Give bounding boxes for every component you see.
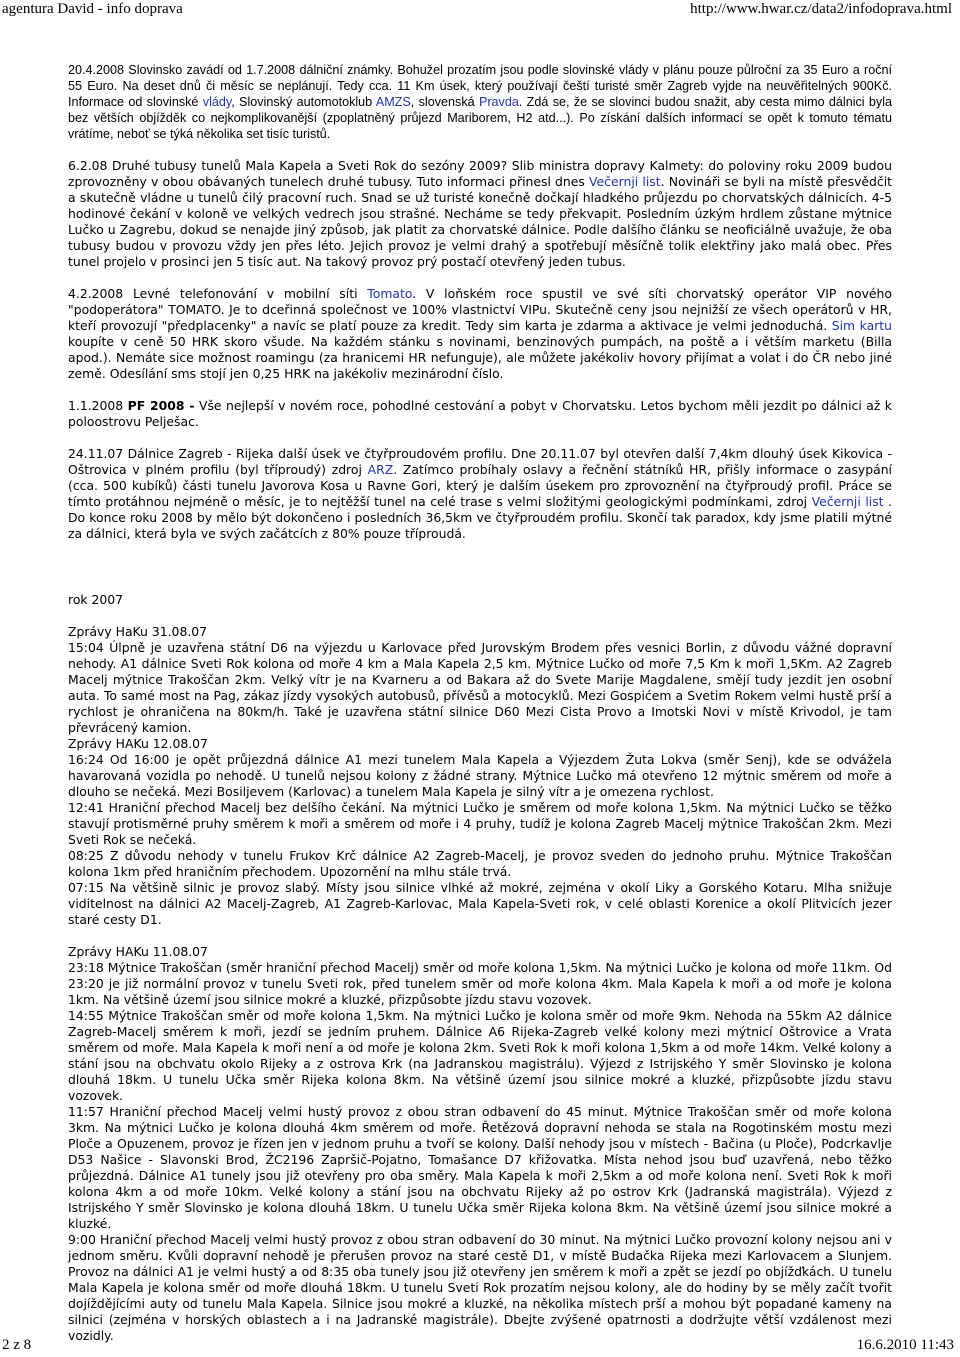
print-datetime: 16.6.2010 11:43 [856,1337,954,1353]
year-heading: rok 2007 [68,592,124,607]
report-line: 11:57 Hraniční přechod Macelj velmi hustý provoz z obou stran odbavení do 45 minut. Mýtnice Trakoščan směr od moře kolona 3km. Na mýtnici Lučko je kolona dlouhá 4km směrem od moře. Řetězová dopravní nehoda se stala na Rogotinském mostu mezi Ploče a Opuzenem, provoz je řízen jen v jednom pruhu a tvoří se kolony. Další nehody jsou v místech - Bačina (u Ploče), Podcrkavlje D53 Našice - Slavonski Brod, ŽC2196 Zapršič-Pojatno, Tomašance D7 křižovatka. Místa nehod jsou buď uzavřená, nebo těžko průjezdná. Dálnice A1 tunely jsou již otevřeny pro oba směry. Mala Kapela k moři 2,5km a od moře kolona není. Sveti Rok k moři kolona 4km a od moře 10km. Velké kolony a stání jsou na obchvatu Rijeky až po ostrov Krk (Jadranská magistrála). Výjezd z Istrijského Y směr Slovinsko je kolona dlouhá 18km. U tunelu Učka směr Rijeka kolona 8km. Na většině území jsou silnice mokré a kluzké. [68,1104,892,1231]
link-tomato[interactable]: Tomato [367,286,413,301]
header-url[interactable]: http://www.hwar.cz/data2/infodoprava.html [690,1,952,17]
report-line: 15:04 Úlpně je uzavřena státní D6 na výjezdu u Karlovace před Jurovským Brodem přes vesnici Borlin, z důvodu vážné dopravní nehody. A1 dálnice Sveti Rok kolona od moře 4 km a Mala Kapela 2,5 km. Mýtnice Lučko od moře 7,5 Km k moři 1,5Km. A2 Zagreb Macelj mýtnice Trakoščan 2km. Velký vítr je na Kvarneru a od Bakara až do Svete Marije Magdalene, smějí tudy jezdit jen osobní auta. To samé most na Pag, zákaz jízdy vysokých autobusů, přívěsů a motocyklů. Mezi Gospićem a Svetim Rokem velmi hustě prší a rychlost je ohraničena na 80km/h. Také je uzavřena státní silnice D60 Mezi Cista Provo a Imotski Novi v místě Krivodol, je tam převrácený kamion. [68,640,892,735]
page-footer [0,1335,960,1357]
page-number: 2 z 8 [2,1337,32,1353]
report-line: 08:25 Z důvodu nehody v tunelu Frukov Krč dálnice A2 Zagreb-Macelj, je provoz sveden do jednoho pruhu. Mýtnice Trakoščan kolona 1km před hraničním přechodem. Upozornění na mlhu stále trvá. [68,848,892,879]
report-heading: Zprávy HAKu 11.08.07 [68,944,208,959]
report-line: 23:18 Mýtnice Trakoščan (směr hraniční přechod Macelj) směr od moře kolona 1,5km. Na mýtnici Lučko je kolona od moře 11km. Od 23:20 je již normální provoz v tunelu Sveti rok, před tunelem směr od moře kolona 4km. Mala Kapela k moři a od moře je kolona 1km. Na většině území jsou silnice mokré a kluzké, přizpůsobte jízdu stavu vozovek. [68,960,892,1007]
link-vecernji-list-2[interactable]: Večernji list [811,494,884,509]
report-line: 14:55 Mýtnice Trakoščan směr od moře kolona 1,5km. Na mýtnici Lučko je kolona směr od moře 9km. Nehoda na 55km A2 dálnice Zagreb-Macelj směrem k moři, jezdí se jedním pruhem. Dálnice A6 Rijeka-Zagreb velké kolony mezi mýtnicí Oštrovice a Vrata směrem od moře. Mala Kapela k moři není a od moře je kolona 2km. Sveti Rok k moři kolona 1,5km a od moře 14km. Velké kolony a stání jsou na obchvatu okolo Rijeky a z ostrova Krk (na Jadranskou magistrálu). Výjezd z Istrijského Y směr Slovinsko je kolona dlouhá 18km. U tunelu Učka směr Rijeka kolona 8km. Na většině území jsou silnice mokré a kluzké, přizpůsobte jízdu stavu vozovek. [68,1008,892,1103]
report-line: 16:24 Od 16:00 je opět průjezdná dálnice A1 mezi tunelem Mala Kapela a Výjezdem Žuta Lokva (směr Senj), kde se odváželа havarovaná vozidla po nehodě. U tunelů nejsou kolony z žádné strany. Mýtnice Lučko má otevřeno 12 mýtnic směrem od moře a dlouho se nečeká. Mezi Bosiljevem (Karlovac) a tunelem Mala Kapela je silný vítr a je omezena rychlost. [68,752,892,799]
article-body [68,62,892,1344]
news-tomato: 4.2.2008 Levné telefonování v mobilní síti Tomato. V loňském roce spustil ve své síti chorvatský operátor VIP nového "podoperátora" TOMATO. Je to dceřinná společnost ve 100% vlastnictví VIPu. Skutečně ceny jsou nejnižší ze všech operátorů v HR, kteří provozují "předplacenky" a navíc se platí pouze za kredit. Tedy sim karta je zdarma a aktivace je velmi jednoduchá. Sim kartu koupíte v ceně 50 HRK skoro všude. Na každém stánku s novinami, benzinových pumpách, na poště a i větším marketu (Billa apod.). Nemáte sice možnost roamingu (za hranicemi HR nefunguje), ale můžete jakékoliv hovory přijímat a volat i do ČR nebo jiné země. Odesílání sms stojí jen 0,25 HRK na jakékoliv mezinárodní číslo. [68,286,892,381]
report-line: 9:00 Hraniční přechod Macelj velmi hustý provoz z obou stran odbavení do 30 minut. Na mýtnici Lučko provozní kolony nejsou ani v jednom směru. Kvůli dopravní nehodě je přerušen provoz na staré cestě D1, v místě Budačka Rijeka mezi Karlovacem a Slunjem. Provoz na dálnici A1 je velmi hustý a od 8:35 oba tunely jsou již otevřeny jen směrem k moři a zpět se jezdí po objížďkách. U tunelu Mala Kapela je kolona směr od moře dlouhá 18km. U tunelu Sveti Rok prozatím nejsou kolony, ale do hodiny by se měly začít tvořit dojíždějícími auty od tunelu Mala Kapela. Silnice jsou mokré a kluzké, na několika místech prší a mohou být popadané kameny na silnici (zejména v horských oblastech a i na Jadranské magistrále). Dbejte zvýšené opatrnosti a dodržujte větší vzdálenost mezi vozidly. [68,1232,892,1343]
link-amzs[interactable]: AMZS [375,95,411,109]
report-line: 07:15 Na většině silnic je provoz slabý. Místy jsou silnice vlhké až mokré, zejména v okolí Liky a Gorského Kotaru. Mlha snižuje viditelnost na dálnici A2 Macelj-Zagreb, A1 Zagreb-Karlovac, Mala Kapela-Sveti rok, v celé oblasti Korenice a okolí Plitvicích jezer staré cesty D1. [68,880,892,927]
link-arz[interactable]: ARZ [367,462,394,477]
news-tunnels: 6.2.08 Druhé tubusy tunelů Mala Kapela a Sveti Rok do sezóny 2009? Slib ministra dopravy Kalmety: do poloviny roku 2009 budou zprovozněny v obou obávaných tunelech druhé tubusy. Tuto informaci přinesl dnes Večernji list. Novináři se byli na místě přesvědčit a skutečně vládne u tunelů čilý pracovní ruch. Snad se už turisté konečně dočkají hladkého průjezdu po chorvatských dálnicích. 4-5 hodinové čekání v koloně ve velkých vedrech jsou strašné. Necháme se tedy překvapit. Posledním úzkým hrdlem zůstane mýtnice Lučko u Zagrebu, dokud se nenajde jiný způsob, jak platit za chorvatské dálnice. Podle dalšího článku se neoficiálně uvažuje, že oba tubusy budou v provozu vždy jen přes léto. Jejich provoz je velmi drahý a spotřebují měsíčně tolik elektřiny jako malá obec. Přes tunel projelo v prosinci jen 5 tisíc aut. Na takový provoz prý postačí otevřený jeden tubus. [68,158,893,269]
link-vecernji-list[interactable]: Večernji list [589,174,661,189]
link-sim-kartu[interactable]: Sim kartu [831,318,892,333]
header-title: agentura David - info doprava [2,1,183,17]
link-vlady[interactable]: vlády [202,95,232,109]
report-line: 12:41 Hraniční přechod Macelj bez delšího čekání. Na mýtnici Lučko je směrem od moře kolona 1,5km. Na mýtnici Lučko se těžko stavují protisměrné pruhy směrem k moři a směrem od moře i 4 pruhy, tudíž je kolona Zagreb Macelj mýtnice Trakoščan 2km. Mezi Sveti Rok se nečeká. [68,800,892,847]
news-slovenia-vignette: 20.4.2008 Slovinsko zavádí od 1.7.2008 dálniční známky. Bohužel prozatím jsou podle slovinské vlády v plánu pouze půlroční za 35 Euro a roční 55 Euro. Na deset dnů či měsíc se neplánují. Tedy cca. 11 Km úsek, který používají čeští turisté směr Zagreb vyjde na neuvěřitelných 900Kč. Informace od slovinské vlády, Slovinský automotoklub AMZS, slovenská Pravda. Zdá se, že se slovinci budou snažit, aby cesta mimo dálnici byla bez větších objížděk co nejkomplikovanější (zpoplatněný průjezd Mariborem, H2 atd...). Po získání dalších informací se opět k tomuto tématu vrátíme, neboť se týká několika set tisíc turistů. [68,63,893,141]
report-heading: Zprávy HAKu 12.08.07 [68,736,208,751]
page-header [0,0,960,22]
news-zagreb-rijeka: 24.11.07 Dálnice Zagreb - Rijeka další úsek ve čtyřproudovém profilu. Dne 20.11.07 byl otevřen další 7,4km dlouhý úsek Kikovica - Oštrovica v plném profilu (byl tříproudý) zdroj ARZ. Zatímco probíhaly oslavy a řečnění státníků HR, přišly informace o zasypání (cca. 500 kubíků) části tunelu Javorova Kosa u Ravne Gori, který je dalším úsekem pro zprovoznění na čtyřproudý profil. Práce se tímto protáhnou nejméně o měsíc, je to nejtěžší tunel na celé trase s velmi složitými geologickými podmínkami, zdroj Večernji list . Do konce roku 2008 by mělo být dokončeno i posledních 36,5km ve čtyřproudém profilu. Skončí tak paradox, kdy jsme platili mýtné za dálnici, která byla ve svých začátcích z 80% pouze tříproudá. [68,446,892,541]
link-pravda[interactable]: Pravda [478,95,519,109]
report-heading: Zprávy HaKu 31.08.07 [68,624,208,639]
news-pf-2008: 1.1.2008 PF 2008 - Vše nejlepší v novém roce, pohodlné cestování a pobyt v Chorvatsku. Letos bychom měli jezdit po dálnici až k poloostrovu Pelješac. [68,398,892,429]
